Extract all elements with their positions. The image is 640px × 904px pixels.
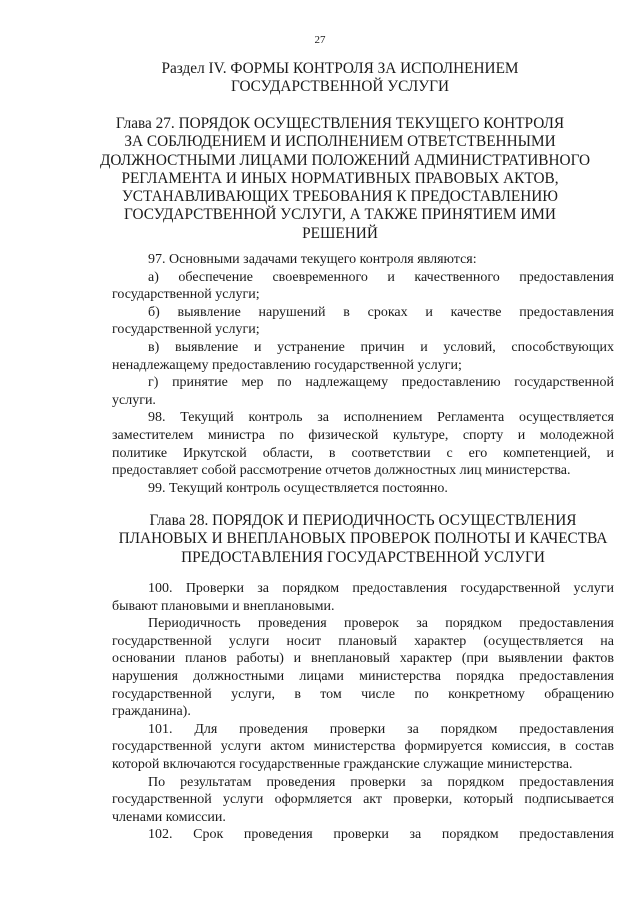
chapter-27-body bbox=[112, 251, 614, 497]
chapter-heading-line: ПЛАНОВЫХ И ВНЕПЛАНОВЫХ ПРОВЕРОК ПОЛНОТЫ И КАЧЕСТВА bbox=[118, 530, 608, 548]
paragraph-101-cont: государственной услуги актом министерства формируется комиссия, в состав bbox=[112, 739, 614, 755]
paragraph-100-cont: бывают плановыми и внеплановыми. bbox=[112, 598, 335, 614]
results-paragraph: По результатам проведения проверки за порядком предоставления bbox=[148, 774, 614, 790]
paragraph-100: 100. Проверки за порядком предоставления государственной услуги bbox=[148, 581, 614, 596]
item-c: в) выявление и устранение причин и условий, способствующих bbox=[148, 339, 614, 355]
paragraph-101-cont: которой включаются государственные гражданские служащие министерства. bbox=[112, 756, 573, 772]
periodicity-paragraph-cont: государственной услуги носит плановый характер (осуществляется на bbox=[112, 633, 614, 649]
results-paragraph-cont: государственной услуги оформляется акт проверки, который подписывается bbox=[112, 792, 614, 808]
page-number: 27 bbox=[314, 34, 326, 46]
chapter-heading-line: ГОСУДАРСТВЕННОЙ УСЛУГИ, А ТАКЖЕ ПРИНЯТИЕМ ИМИ bbox=[124, 206, 556, 224]
section-heading-line: ГОСУДАРСТВЕННОЙ УСЛУГИ bbox=[230, 78, 449, 96]
chapter-heading-line: УСТАНАВЛИВАЮЩИХ ТРЕБОВАНИЯ К ПРЕДОСТАВЛЕНИЮ bbox=[121, 188, 559, 206]
paragraph-97: 97. Основными задачами текущего контроля являются: bbox=[148, 252, 477, 267]
paragraph-98: 98. Текущий контроль за исполнением Регламента осуществляется bbox=[148, 410, 614, 426]
periodicity-paragraph-cont: государственной услуги, в том числе по конкретному обращению bbox=[112, 686, 614, 702]
item-a-cont: государственной услуги; bbox=[112, 287, 260, 303]
chapter-heading-line: Глава 27. ПОРЯДОК ОСУЩЕСТВЛЕНИЯ ТЕКУЩЕГО КОНТРОЛЯ bbox=[115, 115, 565, 132]
item-a: а) обеспечение своевременного и качественного предоставления bbox=[148, 269, 614, 285]
chapter-28-body bbox=[112, 580, 614, 844]
item-c-cont: ненадлежащему предоставлению государственной услуги; bbox=[112, 357, 462, 373]
paragraph-99: 99. Текущий контроль осуществляется постоянно. bbox=[148, 480, 448, 496]
chapter-27-heading bbox=[100, 115, 591, 243]
chapter-28-heading bbox=[112, 512, 614, 567]
results-paragraph-cont: членами комиссии. bbox=[112, 809, 226, 825]
item-b: б) выявление нарушений в сроках и качестве предоставления bbox=[148, 304, 614, 320]
chapter-heading-line: ПРЕДОСТАВЛЕНИЯ ГОСУДАРСТВЕННОЙ УСЛУГИ bbox=[181, 548, 545, 566]
section-heading bbox=[100, 60, 580, 97]
chapter-heading-line: Глава 28. ПОРЯДОК И ПЕРИОДИЧНОСТЬ ОСУЩЕСТВЛЕНИЯ bbox=[149, 512, 577, 529]
item-d: г) принятие мер по надлежащему предоставлению государственной bbox=[148, 375, 614, 391]
chapter-heading-line: РЕШЕНИЙ bbox=[302, 224, 378, 242]
chapter-heading-line: ДОЛЖНОСТНЫМИ ЛИЦАМИ ПОЛОЖЕНИЙ АДМИНИСТРАТИВНОГО bbox=[100, 151, 591, 169]
item-b-cont: государственной услуги; bbox=[112, 322, 260, 338]
chapter-heading-line: РЕГЛАМЕНТА И ИНЫХ НОРМАТИВНЫХ ПРАВОВЫХ АКТОВ, bbox=[121, 169, 559, 187]
chapter-heading-line: ЗА СОБЛЮДЕНИЕМ И ИСПОЛНЕНИЕМ ОТВЕТСТВЕННЫМИ bbox=[124, 133, 556, 151]
item-d-cont: услуги. bbox=[112, 392, 156, 408]
periodicity-paragraph-cont: гражданина). bbox=[112, 704, 191, 720]
periodicity-paragraph-cont: основании планов работы) и внеплановый характер (при выявлении фактов bbox=[112, 651, 614, 667]
paragraph-102: 102. Срок проведения проверки за порядком предоставления bbox=[148, 827, 614, 843]
paragraph-98-cont: заместителем министра по физической культуре, спорту и молодежной bbox=[112, 427, 614, 443]
section-heading-line: Раздел IV. ФОРМЫ КОНТРОЛЯ ЗА ИСПОЛНЕНИЕМ bbox=[161, 60, 519, 77]
paragraph-101: 101. Для проведения проверки за порядком предоставления bbox=[148, 721, 614, 737]
paragraph-98-cont: политике Иркутской области, в соответствии с его компетенцией, и bbox=[112, 445, 614, 461]
paragraph-98-cont: предоставляет собой рассмотрение отчетов должностных лиц министерства. bbox=[112, 463, 571, 479]
periodicity-paragraph-cont: нарушения должностными лицами министерства порядка предоставления bbox=[112, 668, 614, 684]
periodicity-paragraph: Периодичность проведения проверок за порядком предоставления bbox=[148, 616, 614, 632]
